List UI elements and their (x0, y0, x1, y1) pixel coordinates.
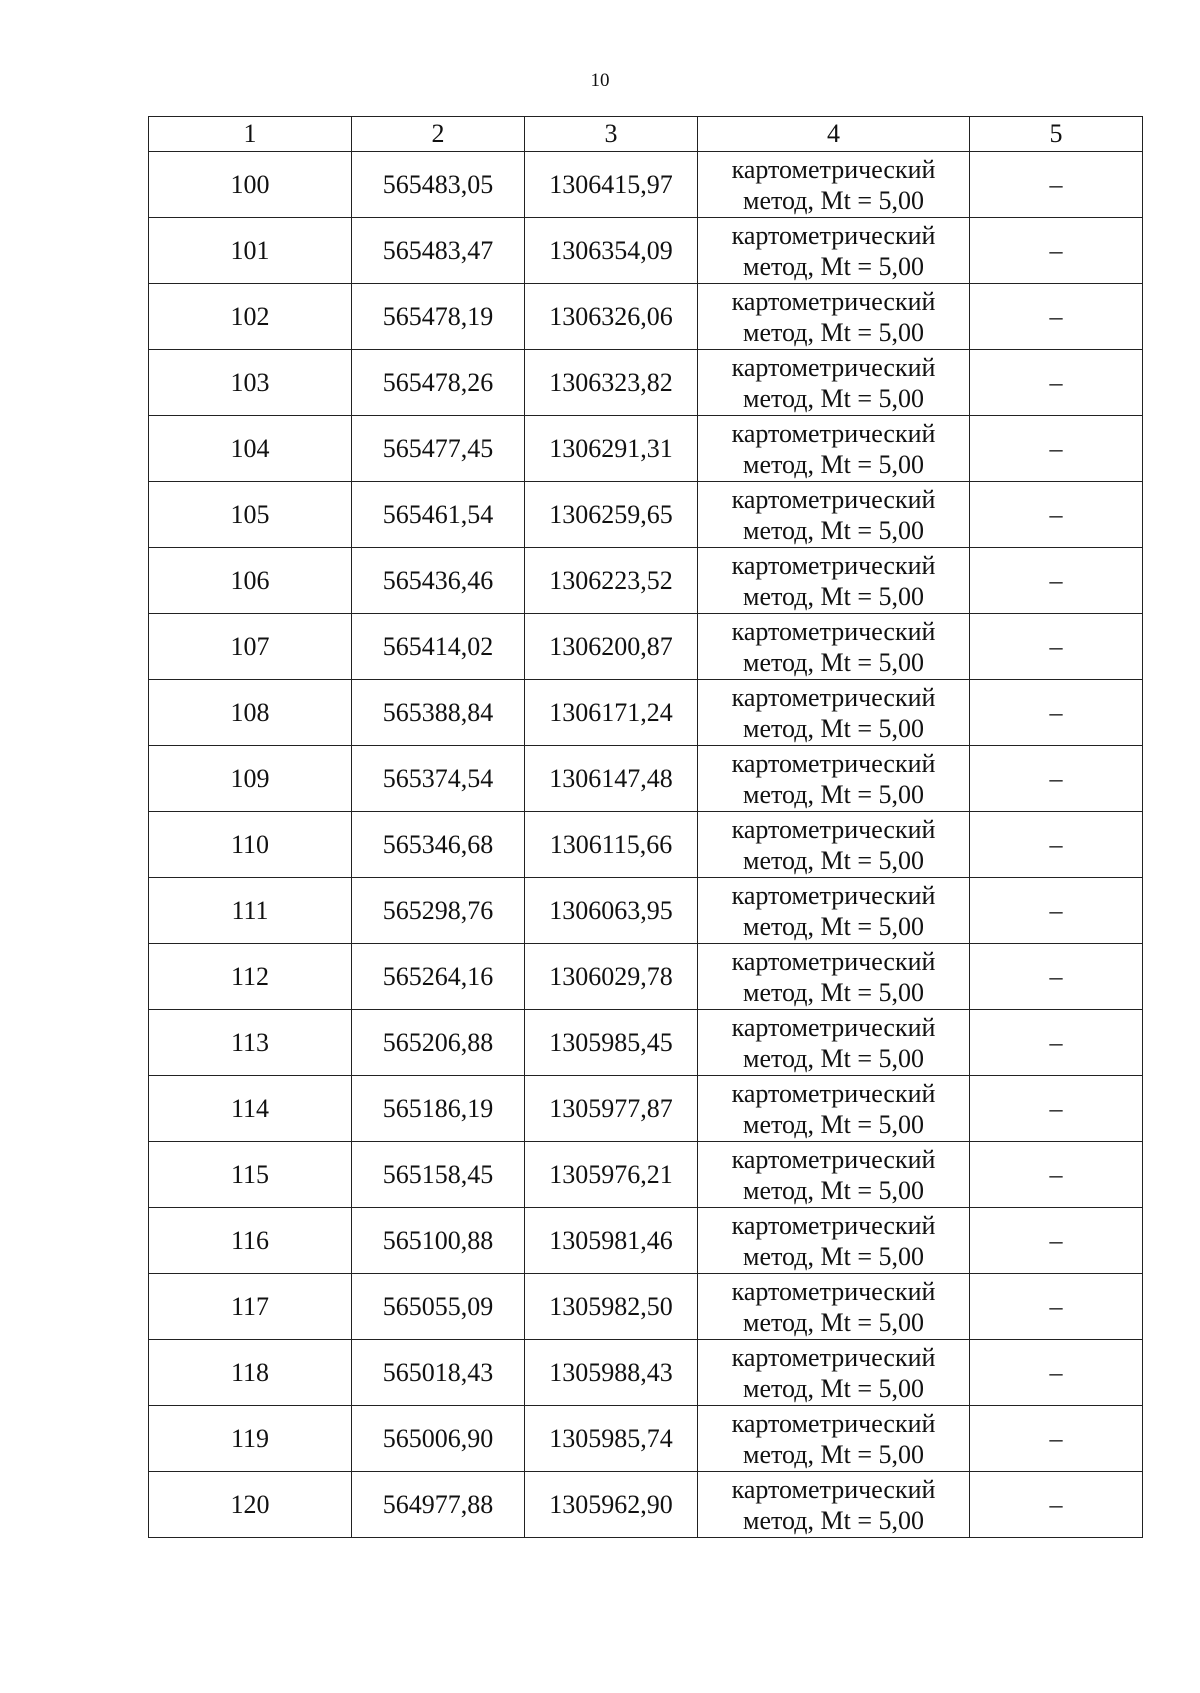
method-cell (698, 1208, 970, 1274)
table-row (149, 1010, 1143, 1076)
method-cell (698, 1274, 970, 1340)
y-coordinate-cell: 1306326,06 (525, 284, 698, 350)
table-row (149, 152, 1143, 218)
method-accuracy: метод, Mt = 5,00 (743, 713, 924, 743)
y-coordinate-cell: 1305982,50 (525, 1274, 698, 1340)
x-coordinate-cell: 565206,88 (352, 1010, 525, 1076)
y-coordinate-cell: 1306223,52 (525, 548, 698, 614)
method-cell (698, 152, 970, 218)
method-accuracy: метод, Mt = 5,00 (743, 977, 924, 1007)
method-accuracy: метод, Mt = 5,00 (743, 1241, 924, 1271)
method-name: картометрический (731, 550, 936, 580)
method-name: картометрический (731, 1012, 936, 1042)
y-coordinate-cell: 1305985,45 (525, 1010, 698, 1076)
table-row (149, 1472, 1143, 1538)
method-name: картометрический (731, 1078, 936, 1108)
x-coordinate-cell: 565483,47 (352, 218, 525, 284)
table-row (149, 1406, 1143, 1472)
method-accuracy: метод, Mt = 5,00 (743, 1505, 924, 1535)
note-cell: – (970, 614, 1143, 680)
point-number-cell: 105 (149, 482, 352, 548)
method-name: картометрический (731, 880, 936, 910)
x-coordinate-cell: 565100,88 (352, 1208, 525, 1274)
note-cell: – (970, 1076, 1143, 1142)
column-header-5: 5 (970, 117, 1143, 152)
y-coordinate-cell: 1306323,82 (525, 350, 698, 416)
method-cell (698, 746, 970, 812)
table-row (149, 1208, 1143, 1274)
table-row (149, 218, 1143, 284)
note-cell: – (970, 548, 1143, 614)
method-accuracy: метод, Mt = 5,00 (743, 251, 924, 281)
table-row (149, 1076, 1143, 1142)
x-coordinate-cell: 565436,46 (352, 548, 525, 614)
method-name: картометрический (731, 814, 936, 844)
method-name: картометрический (731, 1342, 936, 1372)
note-cell: – (970, 284, 1143, 350)
note-cell: – (970, 218, 1143, 284)
method-name: картометрический (731, 946, 936, 976)
method-accuracy: метод, Mt = 5,00 (743, 449, 924, 479)
column-header-1: 1 (149, 117, 352, 152)
y-coordinate-cell: 1306291,31 (525, 416, 698, 482)
note-cell: – (970, 152, 1143, 218)
point-number-cell: 109 (149, 746, 352, 812)
method-name: картометрический (731, 484, 936, 514)
method-accuracy: метод, Mt = 5,00 (743, 317, 924, 347)
method-cell (698, 284, 970, 350)
method-accuracy: метод, Mt = 5,00 (743, 845, 924, 875)
method-name: картометрический (731, 1474, 936, 1504)
point-number-cell: 101 (149, 218, 352, 284)
point-number-cell: 102 (149, 284, 352, 350)
method-name: картометрический (731, 286, 936, 316)
table-row (149, 1340, 1143, 1406)
method-cell (698, 812, 970, 878)
point-number-cell: 100 (149, 152, 352, 218)
table-row (149, 812, 1143, 878)
point-number-cell: 110 (149, 812, 352, 878)
note-cell: – (970, 1208, 1143, 1274)
note-cell: – (970, 944, 1143, 1010)
method-name: картометрический (731, 418, 936, 448)
y-coordinate-cell: 1305976,21 (525, 1142, 698, 1208)
method-accuracy: метод, Mt = 5,00 (743, 1043, 924, 1073)
table-row (149, 350, 1143, 416)
method-cell (698, 1340, 970, 1406)
note-cell: – (970, 1142, 1143, 1208)
table-row (149, 284, 1143, 350)
method-accuracy: метод, Mt = 5,00 (743, 911, 924, 941)
note-cell: – (970, 1406, 1143, 1472)
x-coordinate-cell: 565374,54 (352, 746, 525, 812)
method-name: картометрический (731, 616, 936, 646)
method-cell (698, 416, 970, 482)
note-cell: – (970, 416, 1143, 482)
x-coordinate-cell: 565346,68 (352, 812, 525, 878)
note-cell: – (970, 812, 1143, 878)
table-row (149, 416, 1143, 482)
y-coordinate-cell: 1306171,24 (525, 680, 698, 746)
method-accuracy: метод, Mt = 5,00 (743, 1439, 924, 1469)
point-number-cell: 113 (149, 1010, 352, 1076)
page-number: 10 (590, 70, 610, 91)
y-coordinate-cell: 1306029,78 (525, 944, 698, 1010)
point-number-cell: 118 (149, 1340, 352, 1406)
method-cell (698, 218, 970, 284)
point-number-cell: 111 (149, 878, 352, 944)
x-coordinate-cell: 565461,54 (352, 482, 525, 548)
table-row (149, 746, 1143, 812)
method-cell (698, 1406, 970, 1472)
method-accuracy: метод, Mt = 5,00 (743, 1109, 924, 1139)
y-coordinate-cell: 1305988,43 (525, 1340, 698, 1406)
point-number-cell: 120 (149, 1472, 352, 1538)
method-cell (698, 680, 970, 746)
y-coordinate-cell: 1306259,65 (525, 482, 698, 548)
point-number-cell: 115 (149, 1142, 352, 1208)
note-cell: – (970, 746, 1143, 812)
x-coordinate-cell: 565158,45 (352, 1142, 525, 1208)
table-body (149, 152, 1143, 1538)
method-accuracy: метод, Mt = 5,00 (743, 581, 924, 611)
note-cell: – (970, 1274, 1143, 1340)
y-coordinate-cell: 1306354,09 (525, 218, 698, 284)
method-accuracy: метод, Mt = 5,00 (743, 515, 924, 545)
y-coordinate-cell: 1305977,87 (525, 1076, 698, 1142)
method-accuracy: метод, Mt = 5,00 (743, 647, 924, 677)
method-cell (698, 482, 970, 548)
note-cell: – (970, 1340, 1143, 1406)
method-cell (698, 350, 970, 416)
method-name: картометрический (731, 1408, 936, 1438)
x-coordinate-cell: 565483,05 (352, 152, 525, 218)
x-coordinate-cell: 565414,02 (352, 614, 525, 680)
y-coordinate-cell: 1305981,46 (525, 1208, 698, 1274)
point-number-cell: 107 (149, 614, 352, 680)
y-coordinate-cell: 1305962,90 (525, 1472, 698, 1538)
method-cell (698, 878, 970, 944)
method-accuracy: метод, Mt = 5,00 (743, 185, 924, 215)
note-cell: – (970, 1472, 1143, 1538)
point-number-cell: 108 (149, 680, 352, 746)
method-cell (698, 548, 970, 614)
coordinates-table (148, 116, 1143, 1538)
method-name: картометрический (731, 220, 936, 250)
method-name: картометрический (731, 682, 936, 712)
table-row (149, 878, 1143, 944)
table-header-row (149, 117, 1143, 152)
method-cell (698, 614, 970, 680)
method-name: картометрический (731, 1210, 936, 1240)
x-coordinate-cell: 565388,84 (352, 680, 525, 746)
method-accuracy: метод, Mt = 5,00 (743, 1307, 924, 1337)
table-row (149, 614, 1143, 680)
note-cell: – (970, 350, 1143, 416)
point-number-cell: 114 (149, 1076, 352, 1142)
method-name: картометрический (731, 1276, 936, 1306)
method-accuracy: метод, Mt = 5,00 (743, 1175, 924, 1205)
point-number-cell: 104 (149, 416, 352, 482)
method-accuracy: метод, Mt = 5,00 (743, 1373, 924, 1403)
table-row (149, 1274, 1143, 1340)
method-cell (698, 1472, 970, 1538)
column-header-4: 4 (698, 117, 970, 152)
point-number-cell: 116 (149, 1208, 352, 1274)
point-number-cell: 119 (149, 1406, 352, 1472)
method-cell (698, 1076, 970, 1142)
point-number-cell: 106 (149, 548, 352, 614)
y-coordinate-cell: 1305985,74 (525, 1406, 698, 1472)
x-coordinate-cell: 564977,88 (352, 1472, 525, 1538)
column-header-3: 3 (525, 117, 698, 152)
point-number-cell: 112 (149, 944, 352, 1010)
x-coordinate-cell: 565264,16 (352, 944, 525, 1010)
x-coordinate-cell: 565477,45 (352, 416, 525, 482)
table-row (149, 1142, 1143, 1208)
method-cell (698, 1142, 970, 1208)
table-row (149, 944, 1143, 1010)
method-name: картометрический (731, 154, 936, 184)
method-cell (698, 1010, 970, 1076)
column-header-2: 2 (352, 117, 525, 152)
y-coordinate-cell: 1306063,95 (525, 878, 698, 944)
table-row (149, 680, 1143, 746)
x-coordinate-cell: 565298,76 (352, 878, 525, 944)
note-cell: – (970, 482, 1143, 548)
x-coordinate-cell: 565478,26 (352, 350, 525, 416)
method-name: картометрический (731, 352, 936, 382)
y-coordinate-cell: 1306115,66 (525, 812, 698, 878)
y-coordinate-cell: 1306200,87 (525, 614, 698, 680)
note-cell: – (970, 878, 1143, 944)
method-name: картометрический (731, 1144, 936, 1174)
table-row (149, 482, 1143, 548)
y-coordinate-cell: 1306147,48 (525, 746, 698, 812)
x-coordinate-cell: 565478,19 (352, 284, 525, 350)
point-number-cell: 103 (149, 350, 352, 416)
table-row (149, 548, 1143, 614)
y-coordinate-cell: 1306415,97 (525, 152, 698, 218)
method-cell (698, 944, 970, 1010)
x-coordinate-cell: 565186,19 (352, 1076, 525, 1142)
x-coordinate-cell: 565018,43 (352, 1340, 525, 1406)
note-cell: – (970, 680, 1143, 746)
x-coordinate-cell: 565055,09 (352, 1274, 525, 1340)
note-cell: – (970, 1010, 1143, 1076)
x-coordinate-cell: 565006,90 (352, 1406, 525, 1472)
method-accuracy: метод, Mt = 5,00 (743, 383, 924, 413)
point-number-cell: 117 (149, 1274, 352, 1340)
method-accuracy: метод, Mt = 5,00 (743, 779, 924, 809)
method-name: картометрический (731, 748, 936, 778)
